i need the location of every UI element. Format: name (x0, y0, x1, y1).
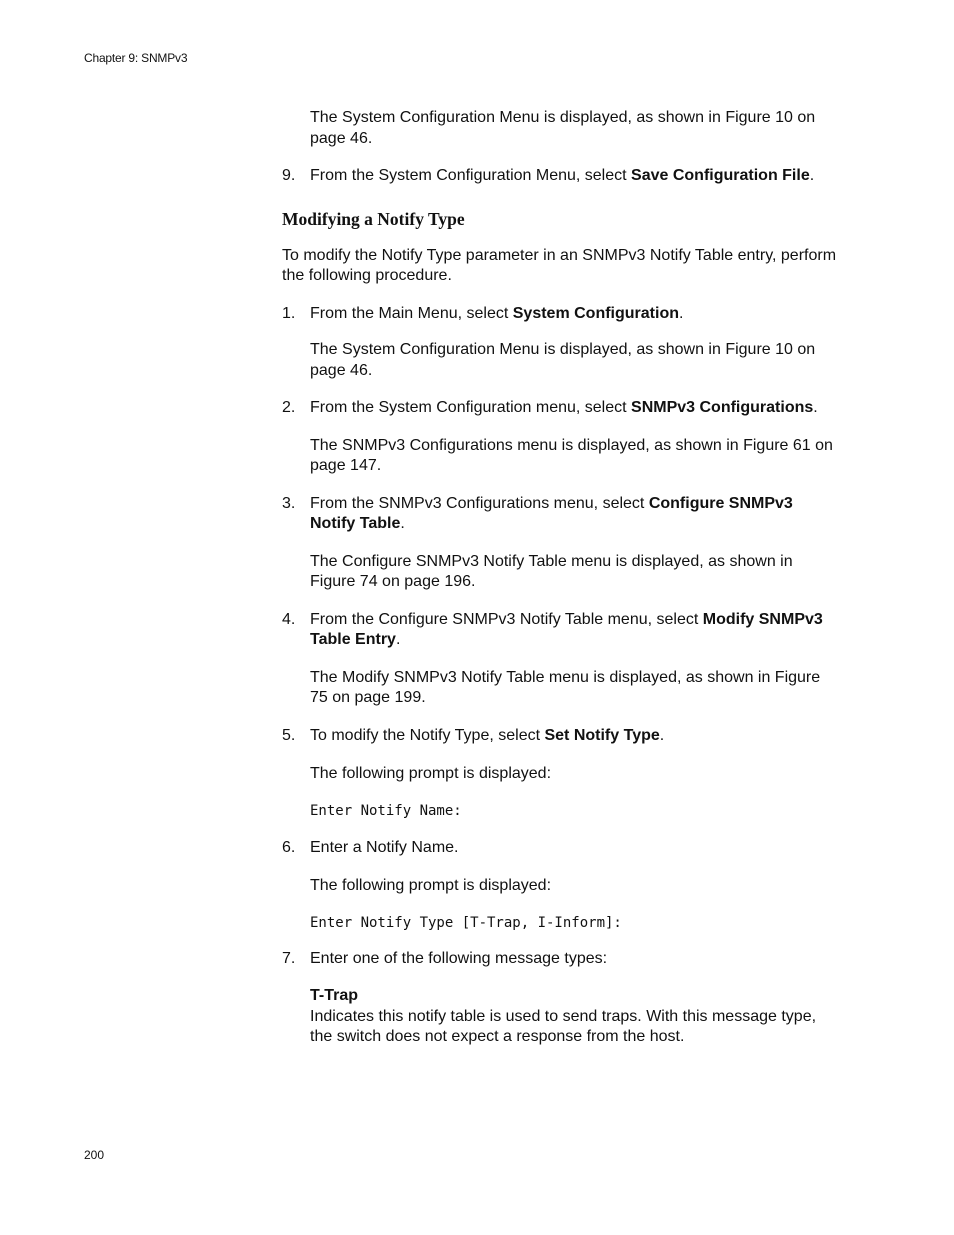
intro-paragraph: The System Configuration Menu is displayed, as shown in Figure 10 on page 46. (310, 109, 816, 147)
step-number: 1. (282, 304, 296, 322)
term-description: Indicates this notify table is used to send traps. With this message type, the switch does not expect a response from the host. (310, 1007, 817, 1045)
step-2 (282, 398, 842, 419)
step-number: 3. (282, 494, 296, 512)
step-9 (282, 166, 842, 187)
step-text: Enter one of the following message types: (310, 949, 608, 967)
step-5 (282, 726, 842, 747)
step-number: 6. (282, 838, 296, 856)
code-prompt: Enter Notify Name: (310, 802, 462, 819)
page-number: 200 (84, 1148, 105, 1162)
step-number: 2. (282, 399, 296, 416)
step-text: From the Main Menu, select System Configuration. (310, 304, 684, 322)
step-note: The System Configuration Menu is displayed, as shown in Figure 10 on page 46. (310, 341, 816, 379)
step-note: The following prompt is displayed: (310, 877, 552, 894)
section-heading: Modifying a Notify Type (282, 208, 465, 229)
step-text: Enter a Notify Name. (310, 838, 459, 856)
step-number: 9. (282, 167, 296, 184)
step-number: 7. (282, 949, 296, 967)
step-6 (282, 838, 842, 859)
step-note: The following prompt is displayed: (310, 765, 552, 782)
step-4 (282, 610, 842, 651)
step-note: The Configure SNMPv3 Notify Table menu is displayed, as shown in Figure 74 on page 196. (310, 552, 793, 590)
step-7 (282, 949, 842, 970)
section-intro: To modify the Notify Type parameter in an SNMPv3 Notify Table entry, perform the following procedure. (282, 246, 837, 284)
running-header: Chapter 9: SNMPv3 (84, 51, 188, 65)
step-number: 4. (282, 610, 296, 628)
step-text: From the System Configuration menu, select SNMPv3 Configurations. (310, 399, 818, 416)
step-text: From the Configure SNMPv3 Notify Table menu, select Modify SNMPv3 Table Entry. (310, 610, 823, 648)
page-content (282, 108, 842, 1048)
step-text: From the System Configuration Menu, select Save Configuration File. (310, 167, 815, 184)
step-3 (282, 494, 842, 535)
step-text: From the SNMPv3 Configurations menu, select Configure SNMPv3 Notify Table. (310, 494, 793, 532)
code-prompt: Enter Notify Type [T-Trap, I-Inform]: (310, 914, 622, 931)
term-name: T-Trap (310, 987, 359, 1004)
step-number: 5. (282, 726, 296, 744)
step-text: To modify the Notify Type, select Set Notify Type. (310, 726, 665, 744)
step-1 (282, 304, 842, 325)
step-note: The SNMPv3 Configurations menu is displayed, as shown in Figure 61 on page 147. (310, 436, 833, 474)
step-note: The Modify SNMPv3 Notify Table menu is displayed, as shown in Figure 75 on page 199. (310, 668, 821, 706)
